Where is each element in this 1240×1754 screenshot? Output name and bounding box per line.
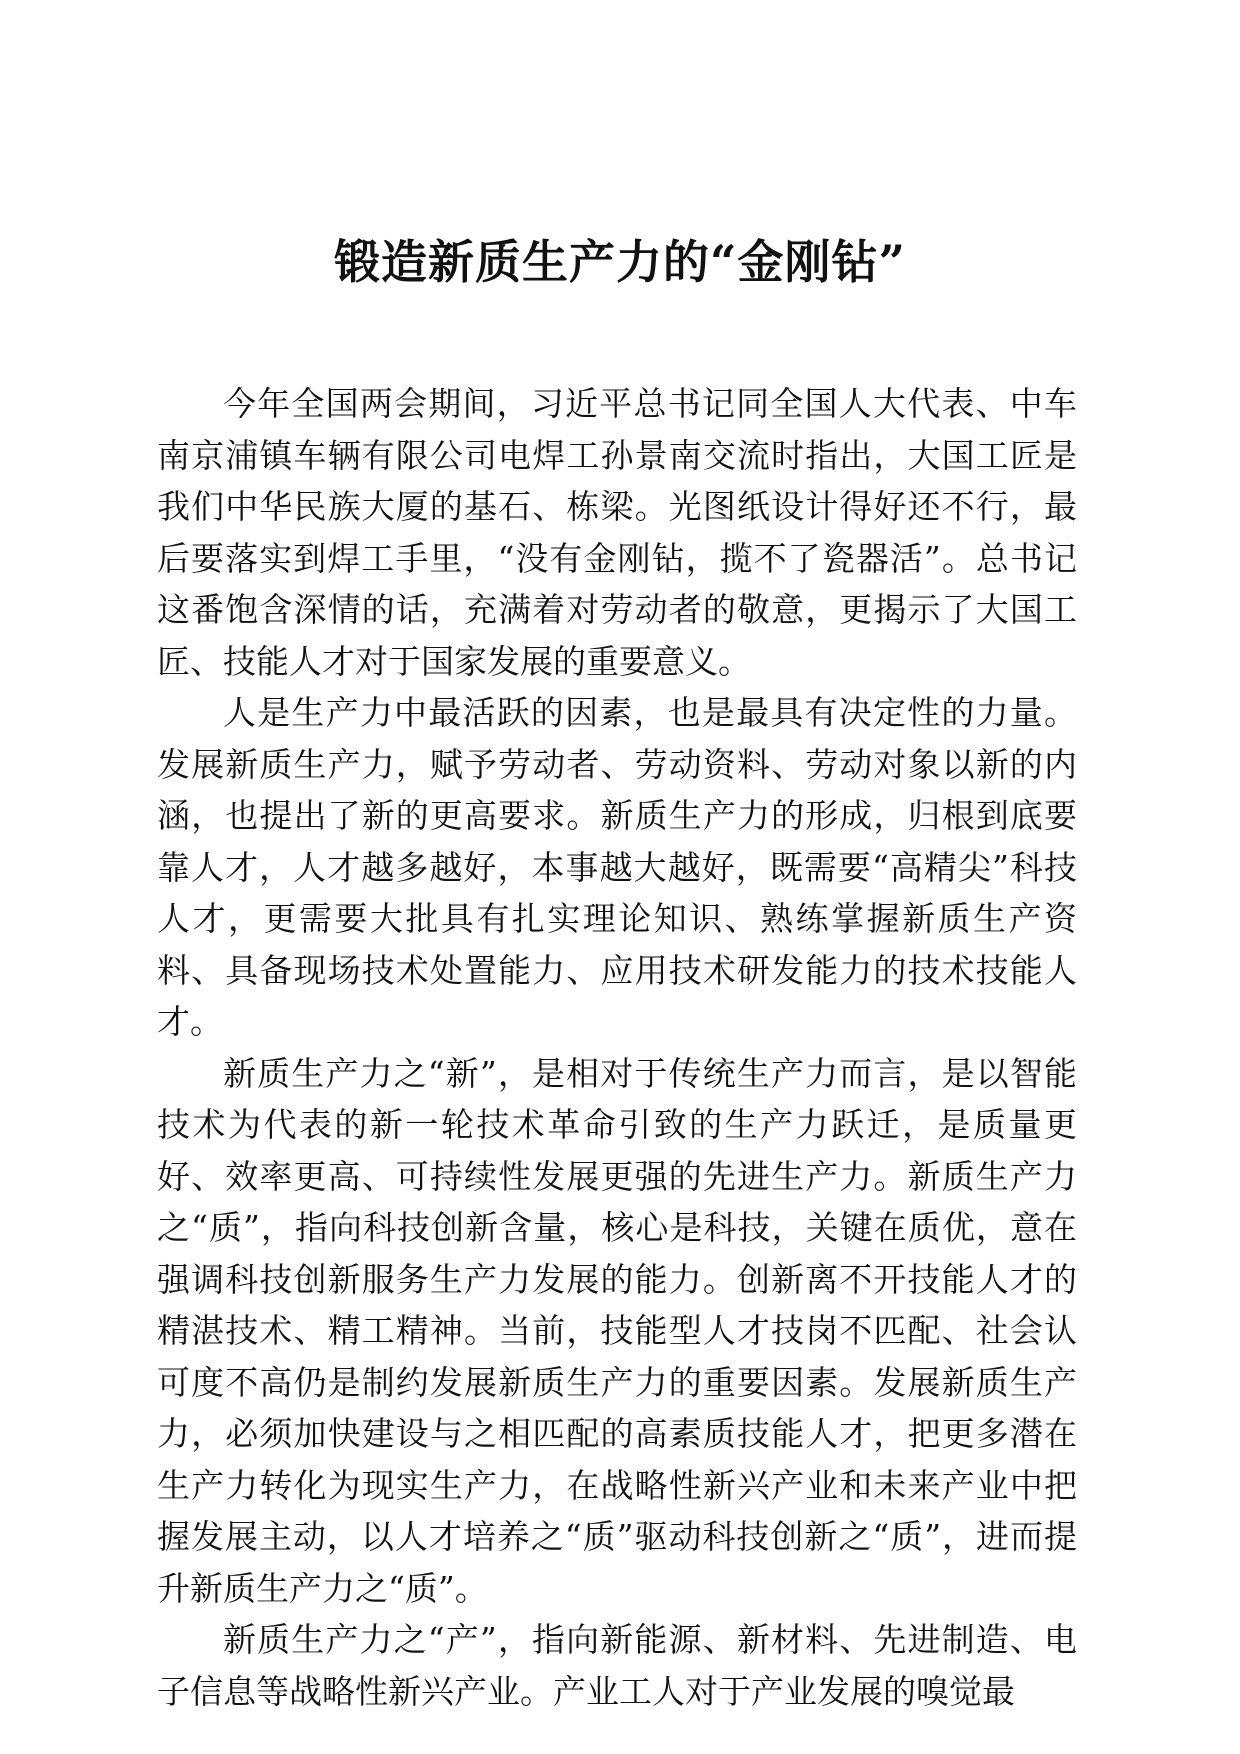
paragraph-4: 新质生产力之“产”，指向新能源、新材料、先进制造、电子信息等战略性新兴产业。产业工人对于产业发展的嗅觉最 [157,1620,1077,1711]
document-body [157,378,1077,1717]
paragraph-3: 新质生产力之“新”，是相对于传统生产力而言，是以智能技术为代表的新一轮技术革命引致的生产力跃迁，是质量更好、效率更高、可持续性发展更强的先进生产力。新质生产力之“质”，指向科技创新含量，核心是科技，关键在质优，意在强调科技创新服务生产力发展的能力。创新离不开技能人才的精湛技术、精工精神。当前，技能型人才技岗不匹配、社会认可度不高仍是制约发展新质生产力的重要因素。发展新质生产力，必须加快建设与之相匹配的高素质技能人才，把更多潜在生产力转化为现实生产力，在战略性新兴产业和未来产业中把握发展主动，以人才培养之“质”驱动科技创新之“质”，进而提升新质生产力之“质”。 [157,1053,1077,1608]
paragraph-1: 今年全国两会期间，习近平总书记同全国人大代表、中车南京浦镇车辆有限公司电焊工孙景南交流时指出，大国工匠是我们中华民族大厦的基石、栋梁。光图纸设计得好还不行，最后要落实到焊工手里，“没有金刚钻，揽不了瓷器活”。总书记这番饱含深情的话，充满着对劳动者的敬意，更揭示了大国工匠、技能人才对于国家发展的重要意义。 [157,384,1077,681]
paragraph-2: 人是生产力中最活跃的因素，也是最具有决定性的力量。发展新质生产力，赋予劳动者、劳动资料、劳动对象以新的内涵，也提出了新的更高要求。新质生产力的形成，归根到底要靠人才，人才越多越好，本事越大越好，既需要“高精尖”科技人才，更需要大批具有扎实理论知识、熟练掌握新质生产资料、具备现场技术处置能力、应用技术研发能力的技术技能人才。 [157,693,1077,1041]
document-title: 锻造新质生产力的“金刚钻” [334,235,906,289]
